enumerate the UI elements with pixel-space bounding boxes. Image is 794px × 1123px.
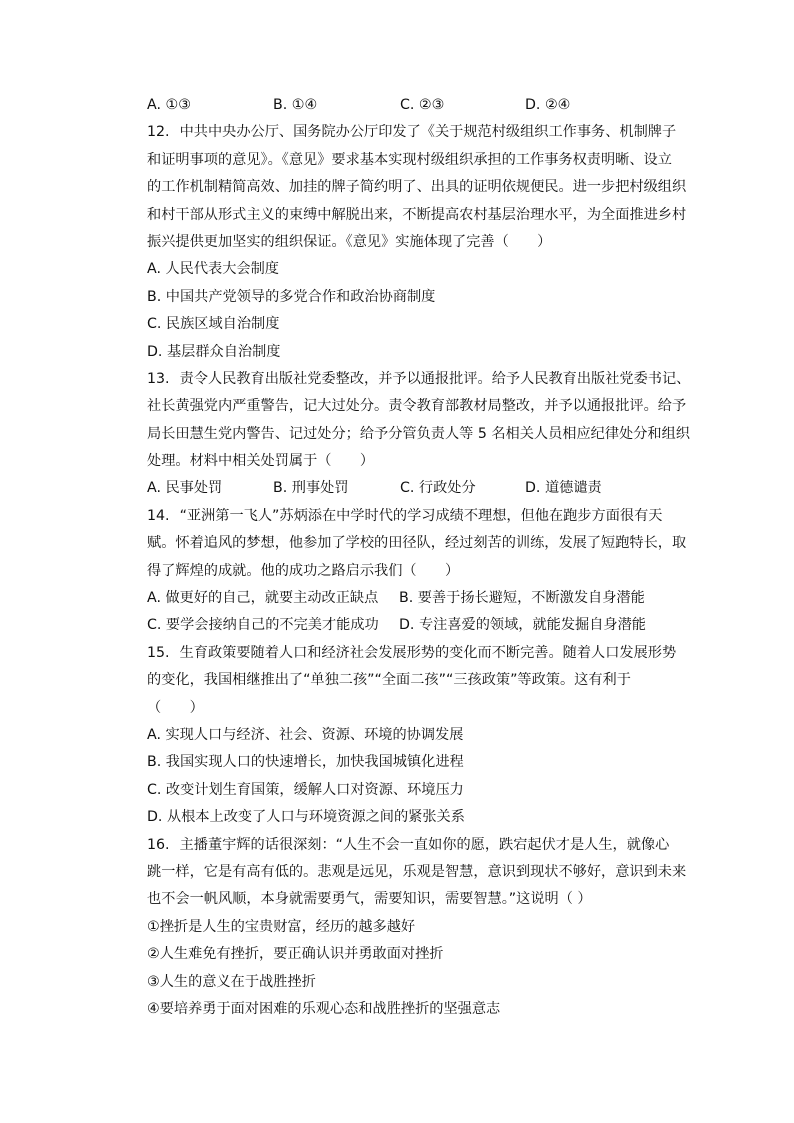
q12-line-5: 振兴提供更加坚实的组织保证。《意见》实施体现了完善（ ） — [147, 233, 552, 250]
q12-text-1: 中共中央办公厅、国务院办公厅印发了《关于规范村级组织工作事务、机制牌子 — [179, 124, 677, 141]
q15-line-3: （ ） — [147, 699, 204, 716]
q15-number: 15. — [147, 644, 170, 661]
q11-option-b: B. ①④ — [273, 97, 318, 113]
q16-line-3: 也不会一帆风顺，本身就需要勇气，需要知识，需要智慧。”这说明（ ） — [147, 891, 592, 908]
q11-option-a: A. ①③ — [147, 97, 191, 113]
q14-text-1: “亚洲第一飞人”苏炳添在中学时代的学习成绩不理想，但他在跑步方面很有天 — [179, 507, 663, 524]
q15-line-1 — [147, 640, 677, 667]
q16-line-1 — [147, 832, 677, 859]
q14-option-c: C. 要学会接纳自己的不完美才能成功 — [147, 617, 379, 634]
q16-text-1: 主播董宇辉的话很深刻：“人生不会一直如你的愿，跌宕起伏才是人生，就像心 — [179, 836, 670, 853]
q11-option-c: C. ②③ — [400, 97, 445, 113]
q13-option-a: A. 民事处罚 — [147, 480, 223, 497]
q14-options-row-1 — [147, 585, 677, 612]
page-content — [147, 92, 691, 1023]
q12-option-b: B. 中国共产党领导的多党合作和政治协商制度 — [147, 288, 436, 305]
q12-number: 12. — [147, 124, 170, 141]
q15-option-b: B. 我国实现人口的快速增长，加快我国城镇化进程 — [147, 754, 464, 771]
q13-line-1 — [147, 366, 691, 393]
q14-number: 14. — [147, 507, 170, 524]
q13-option-d: D. 道德谴责 — [525, 480, 602, 497]
q12-line-1 — [147, 119, 677, 146]
q16-statement-3: ③人生的意义在于战胜挫折 — [147, 973, 316, 990]
q12-line-4: 和村干部从形式主义的束缚中解脱出来，不断提高农村基层治理水平，为全面推进乡村 — [147, 206, 687, 223]
q12-option-a: A. 人民代表大会制度 — [147, 261, 279, 278]
q13-text-1: 责令人民教育出版社党委整改，并予以通报批评。给予人民教育出版社党委书记、 — [179, 370, 691, 387]
q16-statement-4: ④要培养勇于面对困难的乐观心态和战胜挫折的坚强意志 — [147, 1000, 501, 1017]
q16-line-2: 跳一样，它是有高有低的。悲观是远见，乐观是智慧，意识到现状不够好，意识到未来 — [147, 863, 687, 880]
q16-number: 16. — [147, 836, 170, 853]
q16-statement-2: ②人生难免有挫折，要正确认识并勇敢面对挫折 — [147, 946, 444, 963]
q14-line-2: 赋。怀着追风的梦想，他参加了学校的田径队，经过刻苦的训练，发展了短跑特长，取 — [147, 535, 687, 552]
q12-option-c: C. 民族区域自治制度 — [147, 316, 280, 333]
q15-option-a: A. 实现人口与经济、社会、资源、环境的协调发展 — [147, 726, 464, 743]
q13-line-3: 局长田慧生党内警告、记过处分；给予分管负责人等 5 名相关人员相应纪律处分和组织 — [147, 425, 690, 442]
q11-options — [147, 92, 677, 119]
q13-line-2: 社长黄强党内严重警告，记大过处分。责令教育部教材局整改，并予以通报批评。给予 — [147, 398, 687, 415]
q13-options — [147, 475, 677, 502]
q15-option-d: D. 从根本上改变了人口与环境资源之间的紧张关系 — [147, 809, 465, 826]
q12-option-d: D. 基层群众自治制度 — [147, 343, 281, 360]
q11-option-d: D. ②④ — [525, 97, 571, 113]
q14-line-3: 得了辉煌的成就。他的成功之路启示我们（ ） — [147, 562, 460, 579]
q14-option-b: B. 要善于扬长避短，不断激发自身潜能 — [399, 590, 645, 607]
q15-text-1: 生育政策要随着人口和经济社会发展形势的变化而不断完善。随着人口发展形势 — [179, 644, 677, 661]
q15-option-c: C. 改变计划生育国策，缓解人口对资源、环境压力 — [147, 781, 464, 798]
q14-options-row-2 — [147, 612, 677, 639]
q12-line-2: 和证明事项的意见》。《意见》要求基本实现村级组织承担的工作事务权责明晰、设立 — [147, 151, 672, 168]
q13-option-b: B. 刑事处罚 — [273, 480, 349, 497]
q16-statement-1: ①挫折是人生的宝贵财富，经历的越多越好 — [147, 918, 416, 935]
q15-line-2: 的变化，我国相继推出了“单独二孩”“全面二孩”“三孩政策”等政策。这有利于 — [147, 672, 631, 689]
q14-line-1 — [147, 503, 677, 530]
q14-option-a: A. 做更好的自己，就要主动改正缺点 — [147, 590, 379, 607]
q13-line-4: 处理。材料中相关处罚属于（ ） — [147, 453, 375, 470]
question-13 — [147, 366, 691, 503]
q13-option-c: C. 行政处分 — [400, 480, 476, 497]
q12-line-3: 的工作机制精简高效、加挂的牌子简约明了、出具的证明依规便民。进一步把村级组织 — [147, 179, 687, 196]
question-14 — [147, 503, 687, 640]
q14-option-d: D. 专注喜爱的领域，就能发掘自身潜能 — [399, 617, 646, 634]
question-15 — [147, 640, 677, 832]
question-16 — [147, 832, 687, 1024]
question-12 — [147, 119, 687, 366]
q13-number: 13. — [147, 370, 170, 387]
